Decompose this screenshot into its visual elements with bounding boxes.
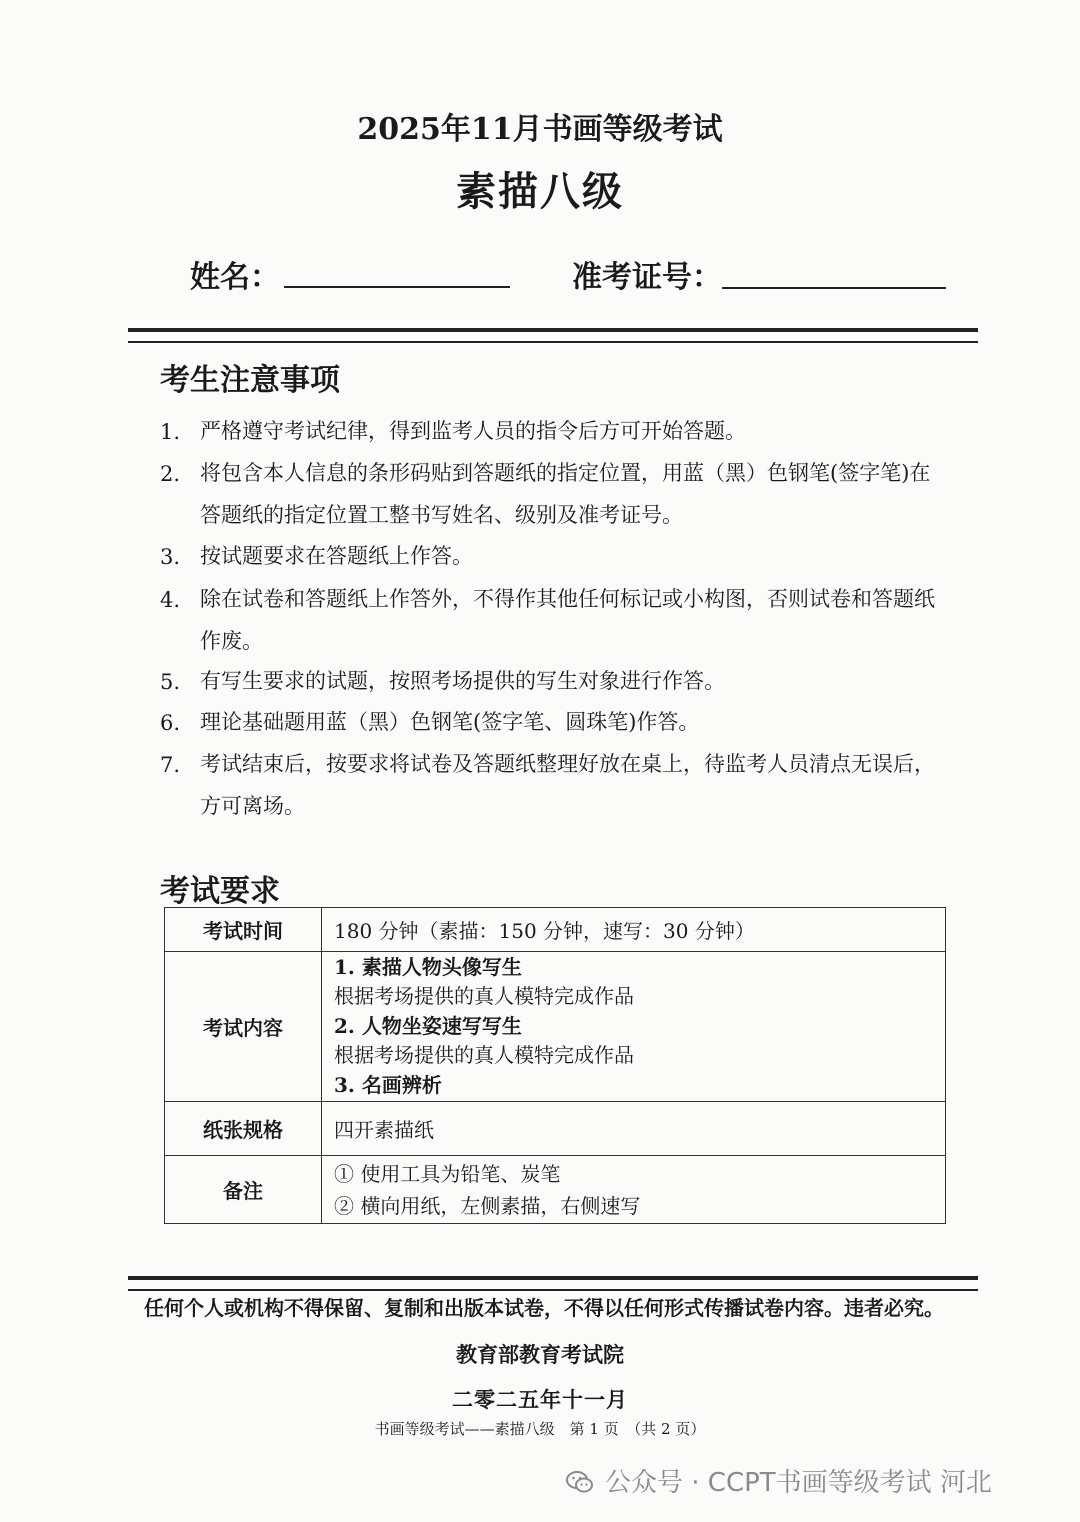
- requirements-heading: 考试要求: [160, 874, 280, 909]
- content-item: 根据考场提供的真人模特完成作品: [334, 1043, 634, 1068]
- content-item: 2. 人物坐姿速写写生: [334, 1013, 522, 1038]
- remark-item: ① 使用工具为铅笔、炭笔: [334, 1161, 561, 1186]
- table-row: [165, 1156, 946, 1224]
- content-item: 1. 素描人物头像写生: [334, 954, 522, 979]
- top-divider: [128, 328, 978, 343]
- notes-heading: 考生注意事项: [160, 363, 340, 398]
- paper-value: 四开素描纸: [322, 1102, 946, 1156]
- wechat-icon: [565, 1469, 595, 1495]
- requirements-table: [164, 907, 946, 1224]
- note-number: 2.: [160, 462, 181, 486]
- note-item: 理论基础题用蓝（黑）色钢笔(签字笔、圆珠笔)作答。: [200, 710, 700, 734]
- content-item: 3. 名画辨析: [334, 1072, 442, 1097]
- remarks-cell: [322, 1156, 946, 1224]
- time-value: 180 分钟（素描：150 分钟，速写：30 分钟）: [322, 908, 946, 952]
- exam-id-field-line: [722, 287, 946, 289]
- table-row: [165, 952, 946, 1102]
- exam-title: 2025年11月书画等级考试: [357, 112, 723, 147]
- note-number: 1.: [160, 420, 181, 444]
- table-row: [165, 908, 946, 952]
- copyright-warning: 任何个人或机构不得保留、复制和出版本试卷，不得以任何形式传播试卷内容。违者必究。: [144, 1296, 944, 1320]
- paper-label: 纸张规格: [165, 1102, 322, 1156]
- content-item: 根据考场提供的真人模特完成作品: [334, 984, 634, 1009]
- exam-id-label: 准考证号：: [572, 260, 722, 295]
- note-number: 6.: [160, 711, 181, 735]
- table-row: [165, 1102, 946, 1156]
- note-number: 3.: [160, 545, 181, 569]
- note-item: 考试结束后，按要求将试卷及答题纸整理好放在桌上，待监考人员清点无误后，方可离场。: [200, 752, 935, 818]
- page-info: 书画等级考试——素描八级 第 1 页 （共 2 页）: [374, 1420, 706, 1438]
- name-field-line: [284, 286, 510, 288]
- name-label: 姓名：: [190, 260, 280, 295]
- time-label: 考试时间: [165, 908, 322, 952]
- remark-item: ② 横向用纸，左侧素描，右侧速写: [334, 1193, 641, 1218]
- note-number: 5.: [160, 670, 181, 694]
- note-item: 除在试卷和答题纸上作答外，不得作其他任何标记或小构图，否则试卷和答题纸作废。: [200, 587, 935, 653]
- watermark-text: 公众号 · CCPT书画等级考试 河北: [605, 1468, 992, 1498]
- note-item: 按试题要求在答题纸上作答。: [200, 544, 473, 568]
- note-item: 严格遵守考试纪律，得到监考人员的指令后方可开始答题。: [200, 419, 746, 443]
- note-item: 有写生要求的试题，按照考场提供的写生对象进行作答。: [200, 669, 725, 693]
- note-number: 7.: [160, 753, 181, 777]
- content-label: 考试内容: [165, 952, 322, 1102]
- remarks-label: 备注: [165, 1156, 322, 1224]
- note-item: 将包含本人信息的条形码贴到答题纸的指定位置，用蓝（黑）色钢笔(签字笔)在答题纸的指定位置工整书写姓名、级别及准考证号。: [200, 461, 931, 527]
- issue-date: 二零二五年十一月: [452, 1387, 628, 1412]
- bottom-divider: [128, 1276, 978, 1291]
- level-title: 素描八级: [456, 168, 624, 215]
- issuer: 教育部教育考试院: [456, 1342, 624, 1367]
- content-cell: [322, 952, 946, 1102]
- note-number: 4.: [160, 588, 181, 612]
- watermark: [565, 1462, 992, 1499]
